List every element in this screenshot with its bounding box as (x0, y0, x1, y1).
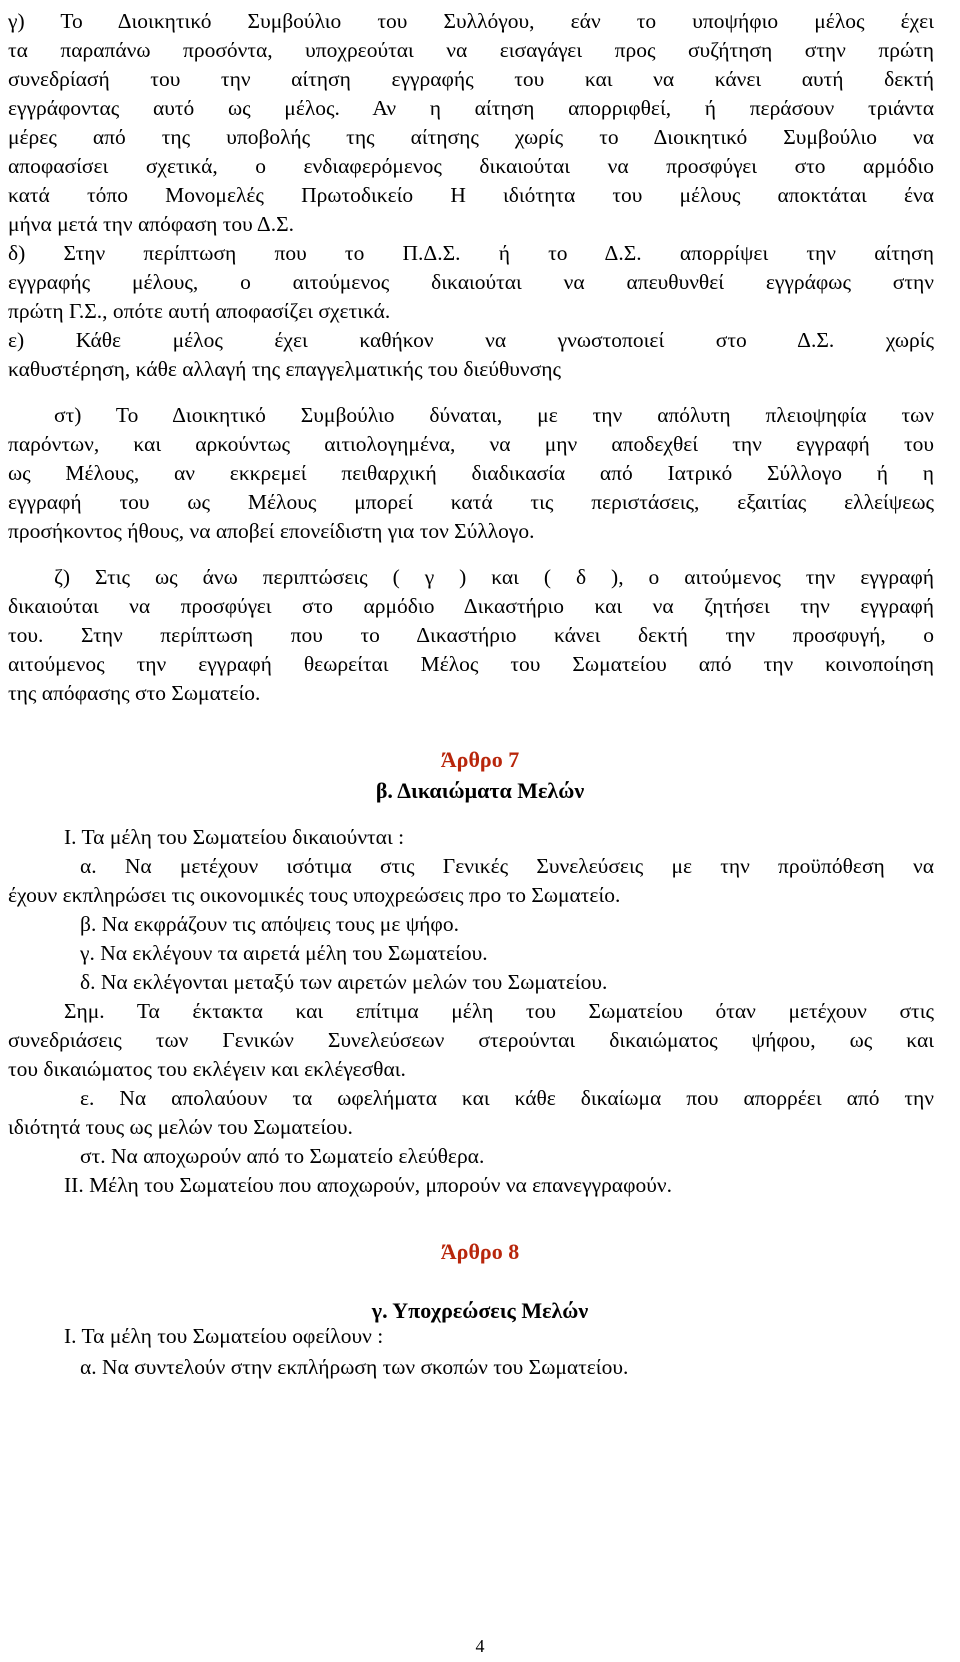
text-line: δικαιούται να προσφύγει στο αρμόδιο Δικαστήριο και να ζητήσει την εγγραφή (8, 594, 934, 618)
list-item: του δικαιώματος του εκλέγειν και εκλέγεσθαι. (8, 1057, 406, 1081)
list-item: γ. Να εκλέγουν τα αιρετά μέλη του Σωματείου. (80, 941, 488, 965)
text-line: της απόφασης στο Σωματείο. (8, 681, 261, 705)
text-line: παρόντων, και αρκούντως αιτιολογημένα, να μην αποδεχθεί την εγγραφή του (8, 432, 934, 456)
text-line: ε) Κάθε μέλος έχει καθήκον να γνωστοποιεί στο Δ.Σ. χωρίς (8, 328, 934, 352)
list-item: Σημ. Τα έκτακτα και επίτιμα μέλη του Σωματείου όταν μετέχουν στις (64, 999, 934, 1023)
text-line: μέρες από της υποβολής της αίτησης χωρίς το Διοικητικό Συμβούλιο να (8, 125, 934, 149)
article-7-subtitle: β. Δικαιώματα Μελών (375, 778, 585, 803)
text-line: αποφασίσει σχετικά, ο ενδιαφερόμενος δικαιούται να προσφύγει στο αρμόδιο (8, 154, 934, 178)
list-item: ΙΙ. Μέλη του Σωματείου που αποχωρούν, μπορούν να επανεγγραφούν. (64, 1173, 672, 1197)
text-line: ως Μέλους, αν εκκρεμεί πειθαρχική διαδικασία από Ιατρικό Σύλλογο ή η (8, 461, 934, 485)
text-line: τα παραπάνω προσόντα, υποχρεούται να εισαγάγει προς συζήτηση στην πρώτη (8, 38, 934, 62)
list-item: στ. Να αποχωρούν από το Σωματείο ελεύθερα. (80, 1144, 485, 1168)
text-line: πρώτη Γ.Σ., οπότε αυτή αποφασίζει σχετικά. (8, 299, 391, 323)
article-8-title: Άρθρο 8 (440, 1239, 520, 1264)
list-item: Ι. Τα μέλη του Σωματείου οφείλουν : (64, 1324, 384, 1348)
list-item: συνεδριάσεις των Γενικών Συνελεύσεων στερούνται δικαιώματος ψήφου, ως και (8, 1028, 934, 1052)
text-line: εγγραφής μέλους, ο αιτούμενος δικαιούται να απευθυνθεί εγγράφως στην (8, 270, 934, 294)
text-line: καθυστέρηση, κάθε αλλαγή της επαγγελματικής του διεύθυνσης (8, 357, 561, 381)
list-item: δ. Να εκλέγονται μεταξύ των αιρετών μελών του Σωματείου. (80, 970, 608, 994)
text-line: αιτούμενος την εγγραφή θεωρείται Μέλος του Σωματείου από την κοινοποίηση (8, 652, 934, 676)
list-item: Ι. Τα μέλη του Σωματείου δικαιούνται : (64, 825, 405, 849)
text-line: δ) Στην περίπτωση που το Π.Δ.Σ. ή το Δ.Σ. απορρίψει την αίτηση (8, 241, 934, 265)
list-item: α. Να μετέχουν ισότιμα στις Γενικές Συνελεύσεις με την προϋπόθεση να (80, 854, 934, 878)
text-line: ζ) Στις ως άνω περιπτώσεις ( γ ) και ( δ ), ο αιτούμενος την εγγραφή (54, 565, 934, 589)
text-line: συνεδρίασή του την αίτηση εγγραφής του και να κάνει αυτή δεκτή (8, 67, 934, 91)
text-line: γ) Το Διοικητικό Συμβούλιο του Συλλόγου, εάν το υποψήφιο μέλος έχει (8, 9, 934, 33)
list-item: ε. Να απολαύουν τα ωφελήματα και κάθε δικαίωμα που απορρέει από την (80, 1086, 934, 1110)
text-line: εγγραφή του ως Μέλους μπορεί κατά τις περιστάσεις, εξαιτίας ελλείψεως (8, 490, 934, 514)
text-line: μήνα μετά την απόφαση του Δ.Σ. (8, 212, 295, 236)
page-number: 4 (475, 1636, 485, 1656)
text-line: στ) Το Διοικητικό Συμβούλιο δύναται, με την απόλυτη πλειοψηφία των (54, 403, 934, 427)
list-item: έχουν εκπληρώσει τις οικονομικές τους υποχρεώσεις προ το Σωματείο. (8, 883, 621, 907)
article-7-title: Άρθρο 7 (440, 747, 520, 772)
list-item: ιδιότητά τους ως μελών του Σωματείου. (8, 1115, 353, 1139)
text-line: του. Στην περίπτωση που το Δικαστήριο κάνει δεκτή την προσφυγή, ο (8, 623, 934, 647)
list-item: β. Να εκφράζουν τις απόψεις τους με ψήφο. (80, 912, 459, 936)
text-line: εγγράφοντας αυτό ως μέλος. Αν η αίτηση απορριφθεί, ή περάσουν τριάντα (8, 96, 934, 120)
article-8-subtitle: γ. Υποχρεώσεις Μελών (371, 1298, 589, 1323)
list-item: α. Να συντελούν στην εκπλήρωση των σκοπών του Σωματείου. (80, 1355, 629, 1379)
text-line: κατά τόπο Μονομελές Πρωτοδικείο Η ιδιότητα του μέλους αποκτάται ένα (8, 183, 934, 207)
text-line: προσήκοντος ήθους, να αποβεί επονείδιστη για τον Σύλλογο. (8, 519, 535, 543)
